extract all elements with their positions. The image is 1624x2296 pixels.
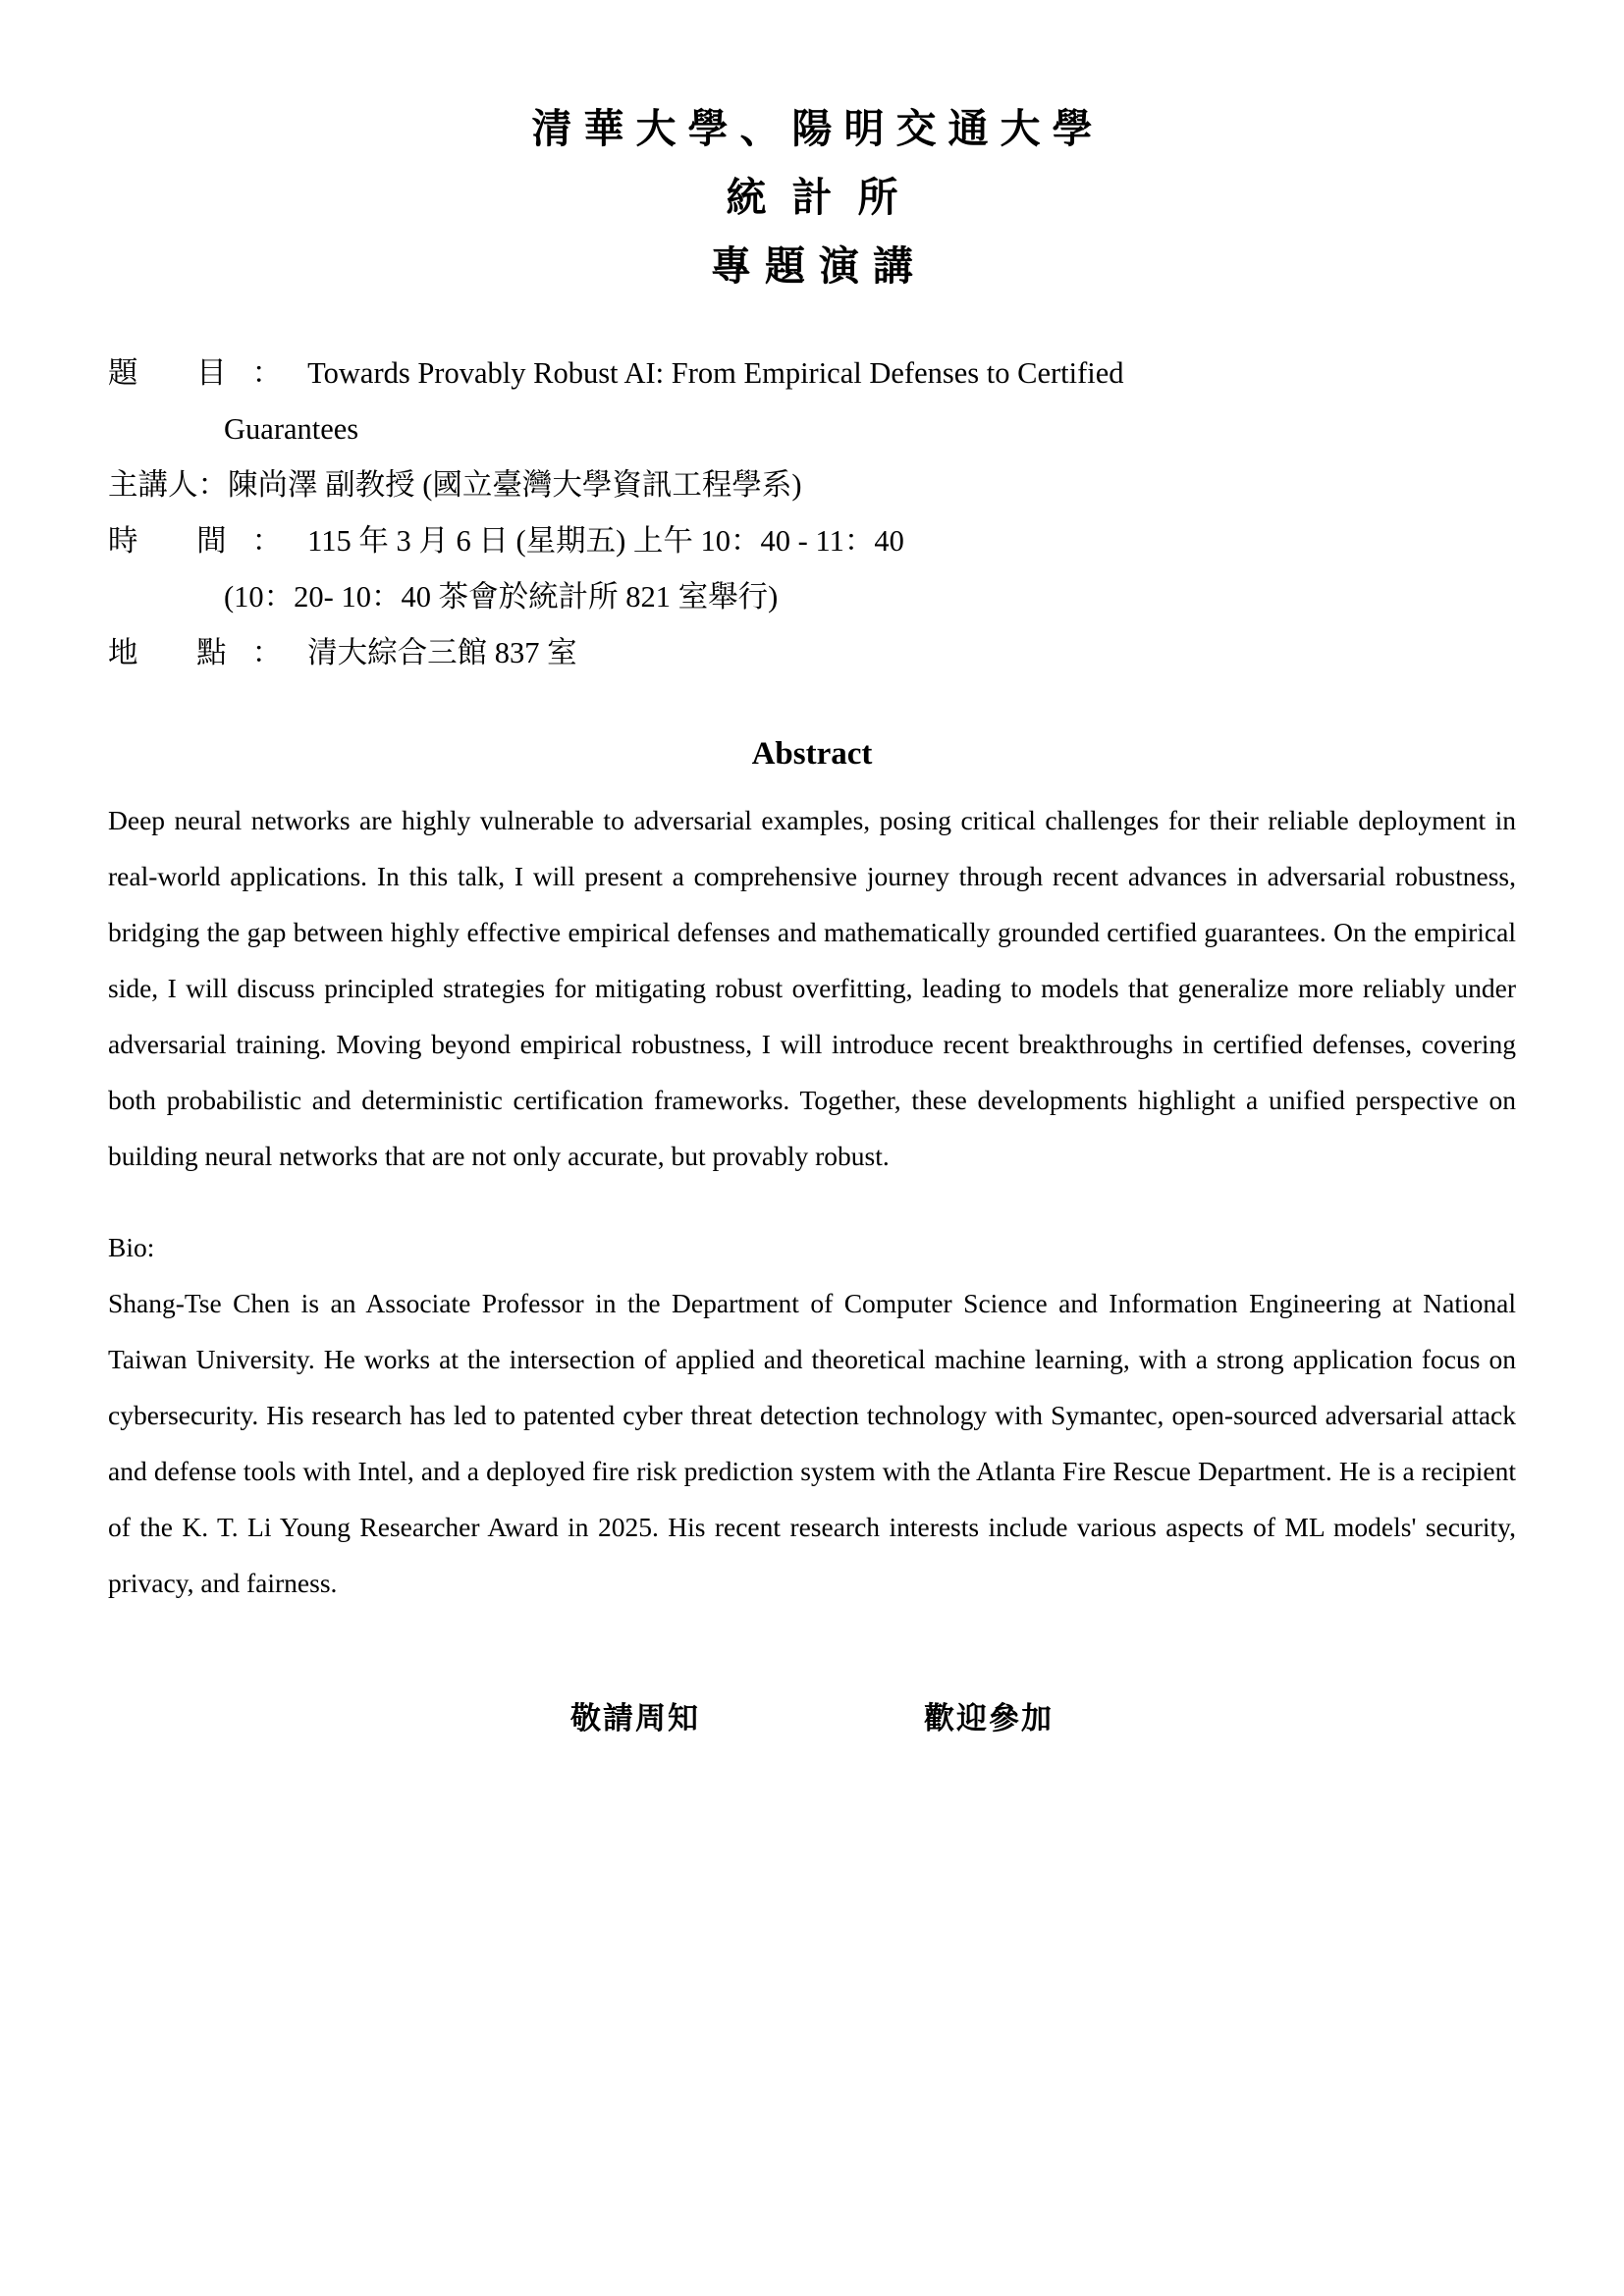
bio-label: Bio: xyxy=(108,1232,155,1262)
place-value: 清大綜合三館 837 室 xyxy=(307,636,577,669)
abstract-heading: Abstract xyxy=(751,736,873,772)
tea-break-note: (10：20- 10：40 茶會於統計所 821 室舉行) xyxy=(224,580,779,614)
header-institute: 統計所 xyxy=(726,175,924,220)
info-row-title xyxy=(108,346,1516,401)
footer-notice-right: 歡迎參加 xyxy=(924,1701,1054,1735)
speaker-label: 主講人： xyxy=(108,468,228,502)
header-event-type: 專題演講 xyxy=(711,243,927,289)
abstract-paragraph: Deep neural networks are highly vulnerable to adversarial examples, posing critical challenges for their reliable deployment in real-world applications. In this talk, I will present a comprehensive journey through recent advances in adversarial robustness, bridging the gap between highly effective empirical defenses and mathematically grounded certified guarantees. On the empirical side, I will discuss principled strategies for mitigating robust overfitting, leading to models that generalize more reliably under adversarial training. Moving beyond empirical robustness, I will introduce recent breakthroughs in certified defenses, covering both probabilistic and deterministic certification frameworks. Together, these developments highlight a unified perspective on building neural networks that are not only accurate, but provably robust. xyxy=(108,805,1516,1171)
page-footer xyxy=(108,1693,1516,1737)
place-label: 地 點： xyxy=(108,636,308,669)
title-label: 題 目： xyxy=(108,356,308,390)
page-header xyxy=(108,0,1516,300)
header-universities: 清華大學、陽明交通大學 xyxy=(531,106,1105,151)
bio-paragraph: Shang-Tse Chen is an Associate Professor in the Department of Computer Science and Information Engineering at National Taiwan University. He works at the intersection of applied and theoretical machine learning, with a strong application focus on cybersecurity. His research has led to patented cyber threat detection technology with Symantec, open-sourced adversarial attack and defense tools with Intel, and a deployed fire risk prediction system with the Atlanta Fire Rescue Department. He is a recipient of the K. T. Li Young Researcher Award in 2025. His recent research interests include various aspects of ML models' security, privacy, and fairness. xyxy=(108,1288,1516,1598)
info-row-speaker xyxy=(108,457,1516,513)
info-row-place xyxy=(108,625,1516,681)
footer-notice-left: 敬請周知 xyxy=(570,1701,700,1735)
info-row-time xyxy=(108,513,1516,569)
speaker-value: 陳尚澤 副教授 (國立臺灣大學資訊工程學系) xyxy=(228,468,802,502)
seminar-info-block xyxy=(108,346,1516,681)
title-value: Towards Provably Robust AI: From Empirical Defenses to Certified xyxy=(307,356,1124,390)
time-value: 115 年 3 月 6 日 (星期五) 上午 10：40 - 11：40 xyxy=(307,524,904,558)
title-value-continued: Guarantees xyxy=(224,412,359,446)
time-label: 時 間： xyxy=(108,524,308,558)
